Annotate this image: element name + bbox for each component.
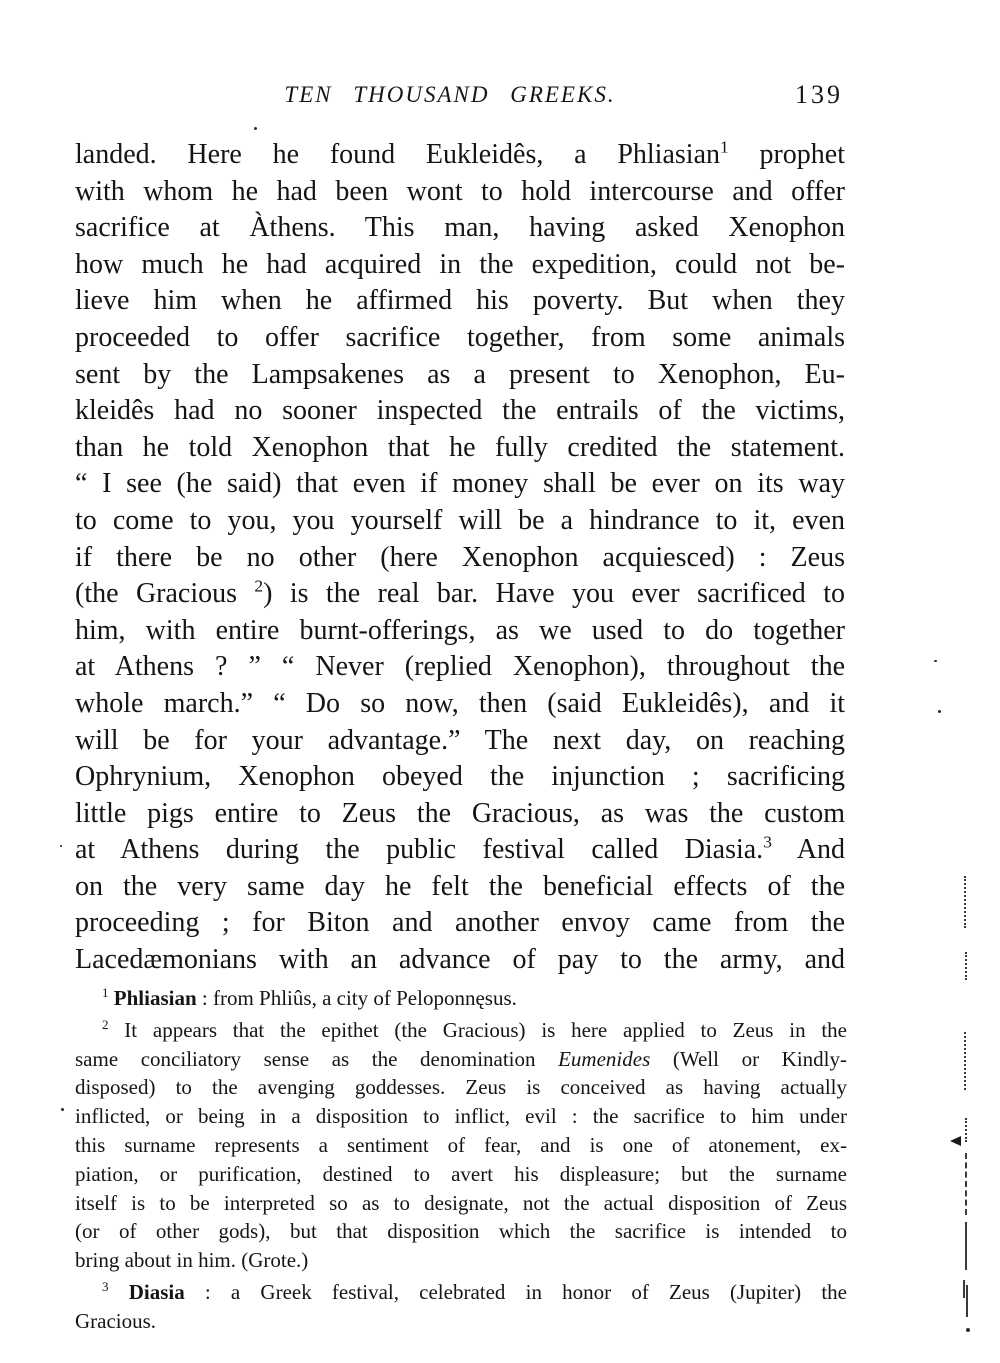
body-line: landed. Here he found Eukleidês, a Phliasian$^1$ prophet [75, 137, 846, 170]
footnote-line: same conciliatory sense as the denomination Eumenides (Well or Kindly- [75, 1046, 847, 1071]
scan-artifact [966, 1285, 968, 1317]
footnote-line: bring about in him. (Grote.) [75, 1248, 309, 1273]
footnote-line: inflicted, or being in a disposition to inflict, evil : the sacrifice to him under [75, 1104, 847, 1129]
scan-artifact [964, 876, 966, 928]
body-line: kleidês had no sooner inspected the entrails of the victims, [75, 395, 845, 427]
footnotes [75, 981, 847, 1336]
footnote-line: $^2$ It appears that the epithet (the Gracious) is here applied to Zeus in the [102, 1016, 847, 1042]
footnote-3 [75, 1278, 847, 1336]
body-text [75, 137, 845, 979]
body-line: “ I see (he said) that even if money shall be ever on its way [75, 468, 845, 500]
body-line: whole march.” “ Do so now, then (said Eukleidês), and it [75, 687, 845, 719]
scan-artifact [966, 1328, 970, 1332]
footnote-line: itself is to be interpreted so as to designate, not the actual disposition of Zeus [75, 1190, 847, 1215]
body-line: if there be no other (here Xenophon acquiesced) : Zeus [75, 541, 845, 573]
footnote-line: disposed) to the avenging goddesses. Zeus is conceived as having actually [75, 1075, 847, 1100]
scan-artifact [254, 127, 257, 130]
scan-artifact [965, 1153, 967, 1215]
body-line: him, with entire burnt-offerings, as we used to do together [75, 614, 845, 646]
scan-artifact [965, 1118, 967, 1142]
scan-artifact [964, 1032, 966, 1090]
body-line: than he told Xenophon that he fully credited the statement. [75, 431, 845, 463]
page-number: 139 [795, 80, 843, 109]
body-line: at Athens during the public festival called Diasia.$^3$ And [75, 832, 845, 866]
body-line: will be for your advantage.” The next day, on reaching [75, 724, 845, 756]
scan-artifact [950, 1136, 961, 1146]
body-line: at Athens ? ” “ Never (replied Xenophon), throughout the [75, 651, 845, 683]
body-line: proceeded to offer sacrifice together, from some animals [75, 321, 845, 353]
body-line: proceeding ; for Biton and another envoy came from the [75, 907, 845, 939]
footnote-line: piation, or purification, destined to avert his displeasure; but the surname [75, 1161, 847, 1186]
scan-artifact [965, 952, 967, 980]
running-header-title: TEN THOUSAND GREEKS. [284, 82, 616, 107]
footnote-line: Gracious. [75, 1308, 157, 1333]
scan-artifact [938, 710, 941, 713]
scan-artifact [965, 1222, 967, 1270]
footnote-line: (or of other gods), but that disposition which the sacrifice is intended to [75, 1219, 847, 1244]
body-line: little pigs entire to Zeus the Gracious, as was the custom [75, 797, 845, 829]
body-line: sent by the Lampsakenes as a present to Xenophon, Eu- [75, 358, 845, 390]
footnote-line: $^1$ Phliasian : from Phliûs, a city of Peloponnęsus. [102, 985, 517, 1010]
body-line: lieve him when he affirmed his poverty. But when they [75, 285, 845, 317]
body-line: how much he had acquired in the expedition, could not be- [75, 248, 845, 280]
scan-artifact [60, 845, 62, 847]
footnote-line: this surname represents a sentiment of fear, and is one of atonement, ex- [75, 1132, 847, 1157]
scan-artifact [963, 1280, 965, 1298]
body-line: (the Gracious $^2$) is the real bar. Have you ever sacrificed to [75, 576, 845, 610]
body-line: sacrifice at Àthens. This man, having asked Xenophon [75, 212, 845, 244]
footnote-line: $^3$ Diasia : a Greek festival, celebrated in honor of Zeus (Jupiter) the [102, 1278, 847, 1304]
footnote-1 [75, 984, 847, 1013]
scan-artifact [61, 1108, 64, 1111]
body-line: Ophrynium, Xenophon obeyed the injunction ; sacrificing [75, 761, 845, 793]
body-line: with whom he had been wont to hold intercourse and offer [75, 175, 845, 207]
body-line: Lacedæmonians with an advance of pay to the army, and [75, 944, 845, 976]
scan-artifact [934, 660, 937, 662]
body-line: to come to you, you yourself will be a hindrance to it, even [75, 504, 845, 536]
footnote-2 [75, 1016, 847, 1275]
body-line: on the very same day he felt the beneficial effects of the [75, 870, 845, 902]
